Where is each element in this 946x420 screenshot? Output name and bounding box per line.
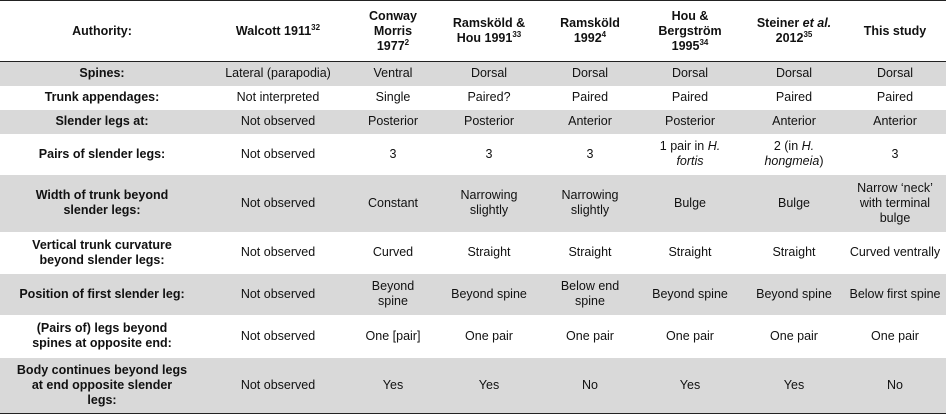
table-cell: 2 (in H. hongmeia) xyxy=(764,139,824,168)
table-cell: Dorsal xyxy=(671,66,709,81)
table-cell: One pair xyxy=(666,328,714,343)
table-cell: Narrow ‘neck’ with terminal bulge xyxy=(857,180,933,225)
table-cell: Not observed xyxy=(240,245,316,259)
table-cell: Beyond spine xyxy=(756,286,832,301)
table-cell: Not observed xyxy=(240,328,316,343)
table-cell: Yes xyxy=(679,377,701,392)
table-cell: Not observed xyxy=(240,146,316,161)
table-cell: Anterior xyxy=(772,114,816,128)
table-cell: Single xyxy=(375,90,411,104)
table-cell: Bulge xyxy=(778,195,810,210)
table-cell: One pair xyxy=(465,328,513,343)
table-cell: Dorsal xyxy=(571,66,609,81)
row-label: Vertical trunk curvature beyond slender legs: xyxy=(32,237,172,267)
header-this-study: This study xyxy=(863,23,927,38)
table-row-vertical-curvature xyxy=(0,232,946,274)
table-cell: Beyond spine xyxy=(652,286,728,301)
table-cell: Beyond spine xyxy=(371,279,415,308)
table-cell: Below first spine xyxy=(849,286,941,301)
header-ramskold-hou: Ramsköld & Hou 1991$^{33}$ xyxy=(452,16,526,45)
header-hou-bergstrom: Hou & Bergström 1995$^{34}$ xyxy=(658,8,722,53)
row-label: Trunk appendages: xyxy=(44,90,160,104)
header-authority: Authority: xyxy=(72,23,132,38)
table-row-slender-legs-at xyxy=(0,110,946,134)
table-cell: Bulge xyxy=(674,195,706,210)
table-cell: Paired? xyxy=(467,90,511,104)
table-cell: Yes xyxy=(478,377,500,392)
table-cell: One pair xyxy=(770,328,818,343)
table-cell: Yes xyxy=(783,377,805,392)
header-steiner: Steiner et al. 2012$^{35}$ xyxy=(756,16,832,45)
row-label: Pairs of slender legs: xyxy=(38,146,166,161)
table-cell: Dorsal xyxy=(470,66,508,81)
table-cell: Posterior xyxy=(664,114,716,128)
table-cell: Posterior xyxy=(463,114,515,128)
table-cell: Narrowing slightly xyxy=(561,188,619,217)
table-cell: Beyond spine xyxy=(451,286,527,301)
table-row-width-of-trunk xyxy=(0,175,946,232)
table-cell: One [pair] xyxy=(365,328,421,343)
table-cell: Paired xyxy=(775,90,813,104)
table-cell: Anterior xyxy=(873,114,917,128)
table-cell: Constant xyxy=(367,195,419,210)
header-conway-morris: Conway Morris 1977$^2$ xyxy=(369,8,417,53)
table-cell: Not interpreted xyxy=(236,90,320,104)
row-label: Spines: xyxy=(79,66,125,81)
table-row-first-slender-leg xyxy=(0,274,946,315)
table-cell: Paired xyxy=(876,90,914,104)
table-cell: 3 xyxy=(389,146,397,161)
table-cell: Narrowing slightly xyxy=(460,188,518,217)
header-ramskold: Ramsköld 1992$^4$ xyxy=(560,16,620,45)
row-label: Position of first slender leg: xyxy=(19,286,185,301)
table-cell: Paired xyxy=(571,90,609,104)
table-cell: Lateral (parapodia) xyxy=(225,66,331,81)
table-cell: Curved xyxy=(372,245,414,259)
table-row-body-continues xyxy=(0,358,946,414)
table-cell: Anterior xyxy=(568,114,612,128)
table-cell: 3 xyxy=(891,146,899,161)
table-cell: Not observed xyxy=(240,195,316,210)
table-cell: 3 xyxy=(586,146,594,161)
table-cell: Not observed xyxy=(240,286,316,301)
header-walcott: Walcott 1911$^{32}$ xyxy=(235,22,321,38)
table-cell: Straight xyxy=(467,245,511,259)
table-row-trunk-appendages xyxy=(0,86,946,110)
table-cell: No xyxy=(887,377,903,392)
table-cell: Straight xyxy=(772,245,816,259)
table-cell: 3 xyxy=(485,146,493,161)
table-cell: Dorsal xyxy=(775,66,813,81)
table-cell: Straight xyxy=(568,245,612,259)
table-cell: Ventral xyxy=(373,66,413,81)
table-cell: Dorsal xyxy=(876,66,914,81)
table-row-pairs-of-slender-legs xyxy=(0,134,946,175)
row-label: (Pairs of) legs beyond spines at opposite end: xyxy=(32,321,172,350)
table-row-legs-beyond-spines xyxy=(0,315,946,358)
table-cell: Below end spine xyxy=(560,279,620,308)
table-cell: Straight xyxy=(668,245,712,259)
table-cell: No xyxy=(582,377,598,392)
header-row xyxy=(0,1,946,62)
table-cell: Yes xyxy=(382,377,404,392)
table-cell: One pair xyxy=(871,328,919,343)
table-row-spines xyxy=(0,62,946,86)
row-label: Slender legs at: xyxy=(55,114,149,128)
row-label: Body continues beyond legs at end opposite slender legs: xyxy=(16,362,188,407)
table-cell: Paired xyxy=(671,90,709,104)
table-cell: One pair xyxy=(566,328,614,343)
table-cell: Posterior xyxy=(367,114,419,128)
table-cell: 1 pair in H. fortis xyxy=(659,139,721,168)
table-cell: Curved ventrally xyxy=(849,245,941,259)
table-cell: Not observed xyxy=(240,114,316,128)
table-cell: Not observed xyxy=(240,377,316,392)
row-label: Width of trunk beyond slender legs: xyxy=(35,188,169,217)
